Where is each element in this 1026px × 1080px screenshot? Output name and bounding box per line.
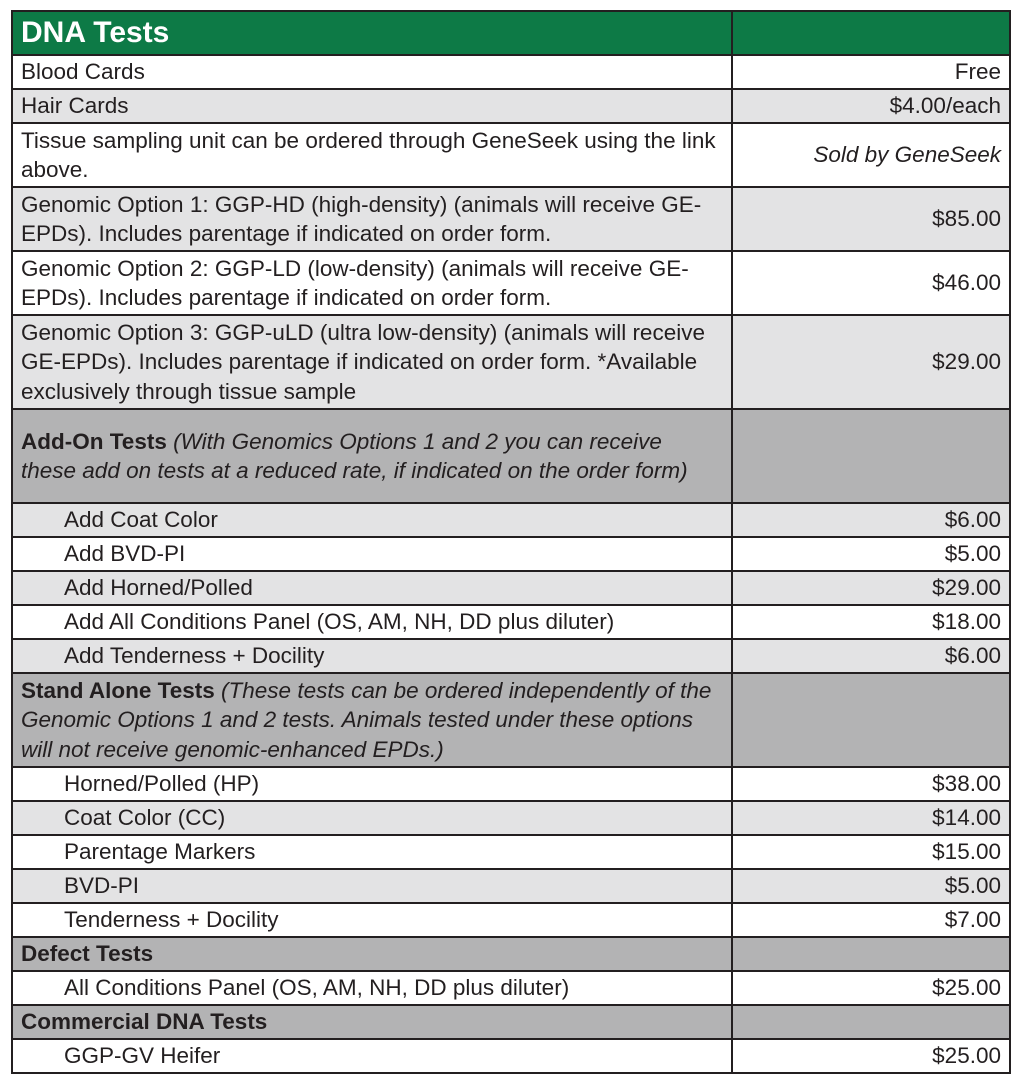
section-note: (With Genomics Options 1 and 2 you can receive these add on tests at a reduced rate, if indicated on the order form): [21, 428, 688, 483]
row-label: GGP-GV Heifer: [12, 1039, 732, 1073]
row-price: $85.00: [732, 187, 1010, 251]
row-label: Genomic Option 2: GGP-LD (low-density) (animals will receive GE- EPDs). Includes parentage if indicated on order form.: [12, 251, 732, 315]
row-price: $46.00: [732, 251, 1010, 315]
table-row: [12, 971, 1010, 1005]
dna-tests-price-table: [11, 10, 1011, 1074]
section-empty-cell: [732, 937, 1010, 971]
row-label: Genomic Option 1: GGP-HD (high-density) (animals will receive GE-EPDs). Includes parentage if indicated on order form.: [12, 187, 732, 251]
row-price: $14.00: [732, 801, 1010, 835]
row-price: $38.00: [732, 767, 1010, 801]
row-price: $25.00: [732, 971, 1010, 1005]
row-label: Parentage Markers: [12, 835, 732, 869]
table-row: [12, 835, 1010, 869]
section-heading: [12, 409, 732, 503]
row-price: $6.00: [732, 639, 1010, 673]
table-row: [12, 123, 1010, 187]
row-price: $18.00: [732, 605, 1010, 639]
row-price: $29.00: [732, 315, 1010, 409]
section-header-commercial-dna-tests: [12, 1005, 1010, 1039]
table-row: [12, 251, 1010, 315]
table-row: [12, 801, 1010, 835]
row-price: $29.00: [732, 571, 1010, 605]
row-label: Add BVD-PI: [12, 537, 732, 571]
table-row: [12, 903, 1010, 937]
table-row: [12, 767, 1010, 801]
section-title: Add-On Tests: [21, 428, 167, 454]
row-label: Add Coat Color: [12, 503, 732, 537]
row-label: Coat Color (CC): [12, 801, 732, 835]
table-row: [12, 639, 1010, 673]
row-label: Add All Conditions Panel (OS, AM, NH, DD plus diluter): [12, 605, 732, 639]
row-price: $15.00: [732, 835, 1010, 869]
table-row: [12, 571, 1010, 605]
table-row: [12, 503, 1010, 537]
row-price: $4.00/each: [732, 89, 1010, 123]
row-price: $6.00: [732, 503, 1010, 537]
table-row: [12, 1039, 1010, 1073]
row-label: BVD-PI: [12, 869, 732, 903]
row-label: Blood Cards: [12, 55, 732, 89]
row-label: Hair Cards: [12, 89, 732, 123]
table-row: [12, 187, 1010, 251]
section-note: (These tests can be ordered independently of the Genomic Options 1 and 2 tests. Animals tested under these options will not receive genomic-enhanced EPDs.): [21, 677, 712, 762]
table-row: [12, 869, 1010, 903]
row-price: $7.00: [732, 903, 1010, 937]
row-price: Free: [732, 55, 1010, 89]
section-header-stand-alone-tests: [12, 673, 1010, 767]
section-empty-cell: [732, 1005, 1010, 1039]
row-label: Add Horned/Polled: [12, 571, 732, 605]
table-title: DNA Tests: [12, 11, 732, 55]
section-heading: [12, 673, 732, 767]
section-title: Defect Tests: [12, 937, 732, 971]
section-empty-cell: [732, 673, 1010, 767]
table-row: [12, 537, 1010, 571]
row-label: Tissue sampling unit can be ordered through GeneSeek using the link above.: [12, 123, 732, 187]
section-header-add-on-tests: [12, 409, 1010, 503]
table-row: [12, 605, 1010, 639]
section-title: Commercial DNA Tests: [12, 1005, 732, 1039]
table-row: [12, 55, 1010, 89]
row-label: Genomic Option 3: GGP-uLD (ultra low-density) (animals will receive GE-EPDs). Includes parentage if indicated on order form. *Available exclusively through tissue sample: [12, 315, 732, 409]
row-price: $5.00: [732, 537, 1010, 571]
row-label: All Conditions Panel (OS, AM, NH, DD plus diluter): [12, 971, 732, 1005]
row-price: $5.00: [732, 869, 1010, 903]
section-header-defect-tests: [12, 937, 1010, 971]
row-label: Tenderness + Docility: [12, 903, 732, 937]
section-title: Stand Alone Tests: [21, 677, 215, 703]
table-header-row: [12, 11, 1010, 55]
row-price: Sold by GeneSeek: [732, 123, 1010, 187]
row-label: Horned/Polled (HP): [12, 767, 732, 801]
section-empty-cell: [732, 409, 1010, 503]
row-price: $25.00: [732, 1039, 1010, 1073]
table-row: [12, 89, 1010, 123]
row-label: Add Tenderness + Docility: [12, 639, 732, 673]
table-header-empty-cell: [732, 11, 1010, 55]
table-row: [12, 315, 1010, 409]
